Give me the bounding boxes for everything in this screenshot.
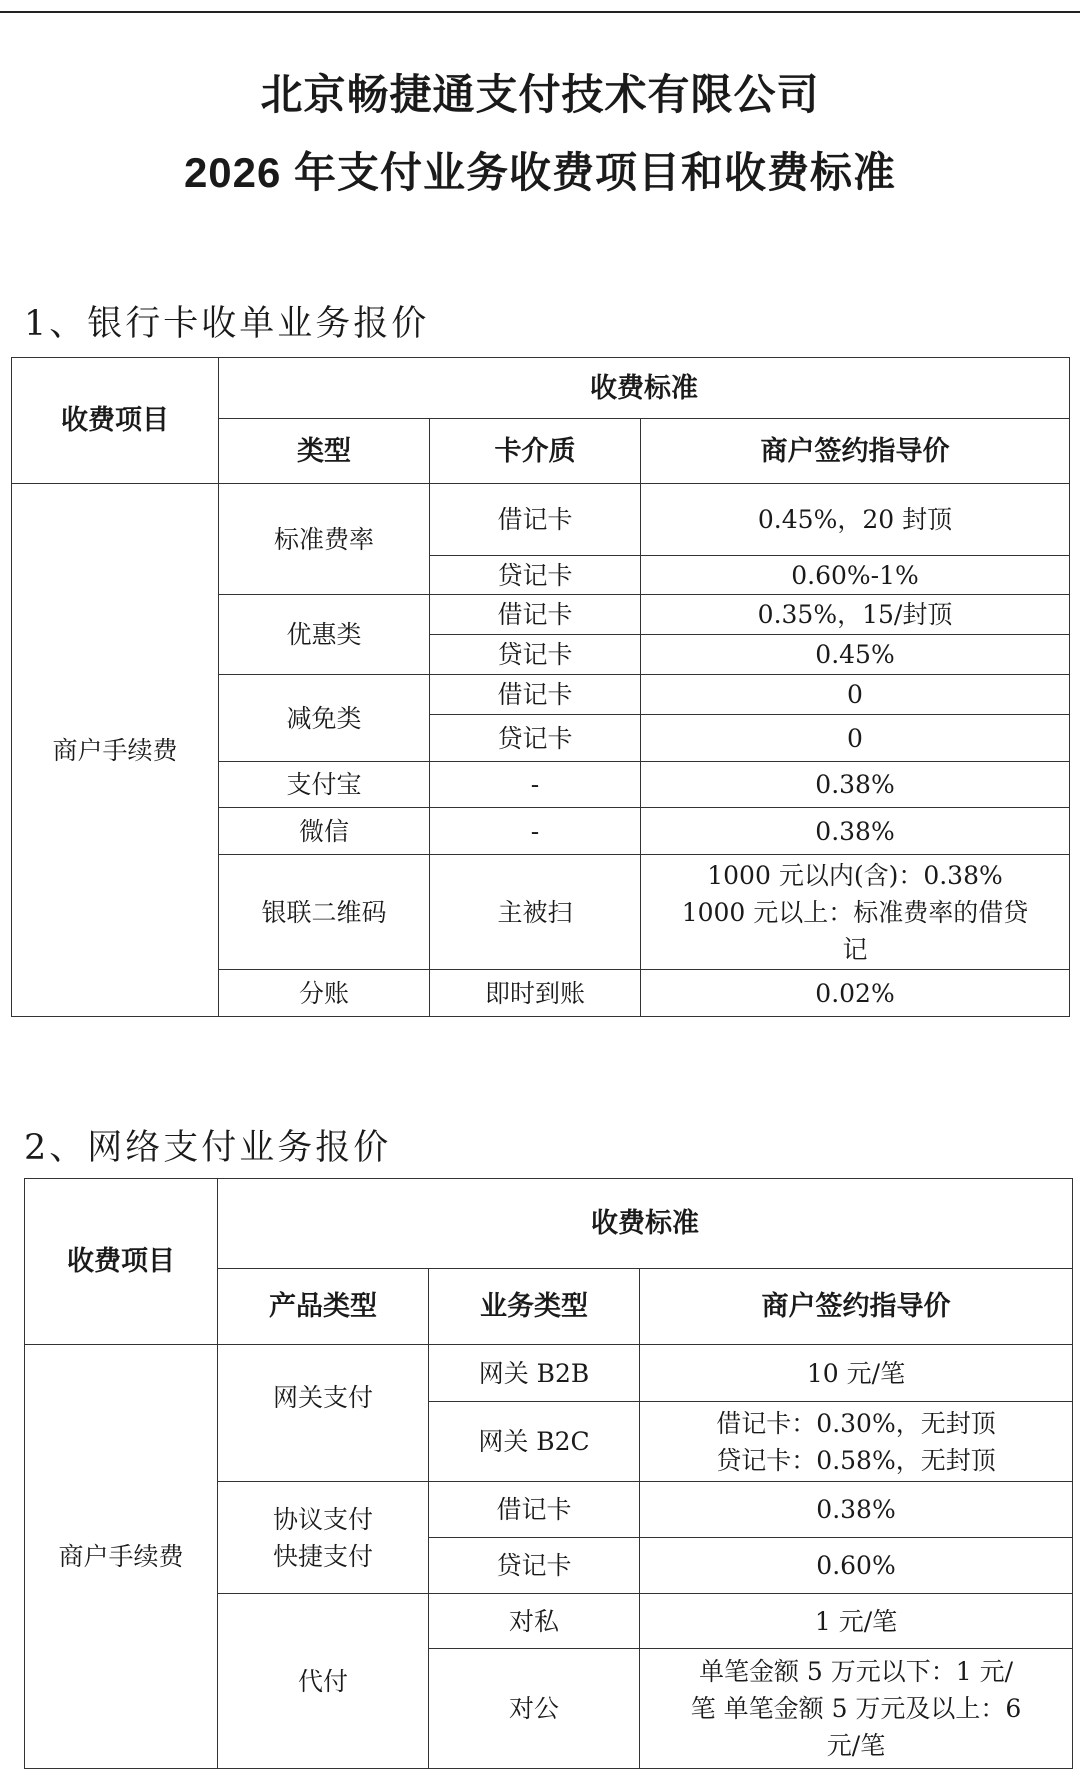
top-rule bbox=[0, 11, 1080, 13]
merchant-fee-group: 商户手续费 bbox=[12, 484, 219, 1017]
price-standard-debit: 0.45%，20 封顶 bbox=[641, 484, 1070, 556]
price-line: 1000 元以内(含)：0.38% bbox=[707, 860, 1003, 890]
document-subtitle: 2026 年支付业务收费项目和收费标准 bbox=[183, 149, 897, 196]
document-title: 北京畅捷通支付技术有限公司 bbox=[260, 71, 820, 118]
section2-heading: 2、网络支付业务报价 bbox=[24, 1128, 392, 1168]
type-wechat: 微信 bbox=[219, 808, 430, 855]
price-wechat: 0.38% bbox=[641, 808, 1070, 855]
table-header-row bbox=[12, 358, 1070, 419]
business-gateway-b2b: 网关 B2B bbox=[429, 1345, 640, 1402]
header-fee-item: 收费项目 bbox=[12, 358, 219, 484]
bank-card-fee-table bbox=[11, 357, 1070, 1017]
product-gateway: 网关支付 bbox=[218, 1345, 429, 1482]
header-card-medium: 卡介质 bbox=[430, 419, 641, 484]
medium-alipay: - bbox=[430, 762, 641, 808]
header-business-type: 业务类型 bbox=[429, 1269, 640, 1345]
price-exempt-debit: 0 bbox=[641, 675, 1070, 715]
type-discount: 优惠类 bbox=[219, 595, 430, 675]
price-agreement-debit: 0.38% bbox=[640, 1482, 1073, 1538]
medium-split: 即时到账 bbox=[430, 970, 641, 1017]
table-header-row bbox=[25, 1179, 1073, 1269]
price-exempt-credit: 0 bbox=[641, 715, 1070, 762]
product-payout: 代付 bbox=[218, 1594, 429, 1769]
type-standard-rate: 标准费率 bbox=[219, 484, 430, 595]
medium-credit: 贷记卡 bbox=[430, 715, 641, 762]
type-split: 分账 bbox=[219, 970, 430, 1017]
type-alipay: 支付宝 bbox=[219, 762, 430, 808]
medium-debit: 借记卡 bbox=[430, 675, 641, 715]
medium-unionpay-qr: 主被扫 bbox=[430, 855, 641, 970]
header-fee-standard: 收费标准 bbox=[219, 358, 1070, 419]
merchant-fee-group: 商户手续费 bbox=[25, 1345, 218, 1769]
price-line: 借记卡：0.30%，无封顶 bbox=[716, 1408, 996, 1438]
price-gateway-b2c bbox=[640, 1402, 1073, 1482]
price-standard-credit: 0.60%-1% bbox=[641, 556, 1070, 595]
header-product-type: 产品类型 bbox=[218, 1269, 429, 1345]
table-row bbox=[25, 1345, 1073, 1402]
table-row bbox=[12, 484, 1070, 556]
price-agreement-credit: 0.60% bbox=[640, 1538, 1073, 1594]
price-line: 记 bbox=[842, 934, 868, 964]
medium-credit: 贷记卡 bbox=[430, 556, 641, 595]
business-credit: 贷记卡 bbox=[429, 1538, 640, 1594]
medium-wechat: - bbox=[430, 808, 641, 855]
header-fee-item: 收费项目 bbox=[25, 1179, 218, 1345]
price-line: 元/笔 bbox=[826, 1731, 886, 1760]
price-line: 贷记卡：0.58%，无封顶 bbox=[716, 1445, 996, 1475]
price-alipay: 0.38% bbox=[641, 762, 1070, 808]
price-line: 笔 单笔金额 5 万元及以上：6 bbox=[690, 1694, 1022, 1723]
medium-debit: 借记卡 bbox=[430, 595, 641, 635]
business-debit: 借记卡 bbox=[429, 1482, 640, 1538]
price-line: 1000 元以上：标准费率的借贷 bbox=[681, 897, 1029, 927]
header-fee-standard: 收费标准 bbox=[218, 1179, 1073, 1269]
online-payment-fee-table bbox=[24, 1178, 1073, 1769]
header-guide-price: 商户签约指导价 bbox=[641, 419, 1070, 484]
business-gateway-b2c: 网关 B2C bbox=[429, 1402, 640, 1482]
price-payout-private: 1 元/笔 bbox=[640, 1594, 1073, 1649]
product-line: 快捷支付 bbox=[272, 1541, 373, 1571]
price-discount-debit: 0.35%，15/封顶 bbox=[641, 595, 1070, 635]
business-private: 对私 bbox=[429, 1594, 640, 1649]
business-public: 对公 bbox=[429, 1649, 640, 1769]
price-gateway-b2b: 10 元/笔 bbox=[640, 1345, 1073, 1402]
medium-debit: 借记卡 bbox=[430, 484, 641, 556]
price-payout-public bbox=[640, 1649, 1073, 1769]
product-agreement-quick bbox=[218, 1482, 429, 1594]
header-type: 类型 bbox=[219, 419, 430, 484]
price-split: 0.02% bbox=[641, 970, 1070, 1017]
price-line: 单笔金额 5 万元以下：1 元/ bbox=[698, 1657, 1014, 1686]
price-unionpay-qr bbox=[641, 855, 1070, 970]
product-line: 协议支付 bbox=[272, 1504, 373, 1534]
section1-heading: 1、银行卡收单业务报价 bbox=[24, 304, 430, 344]
medium-credit: 贷记卡 bbox=[430, 635, 641, 675]
price-discount-credit: 0.45% bbox=[641, 635, 1070, 675]
type-exempt: 减免类 bbox=[219, 675, 430, 762]
type-unionpay-qr: 银联二维码 bbox=[219, 855, 430, 970]
header-guide-price: 商户签约指导价 bbox=[640, 1269, 1073, 1345]
